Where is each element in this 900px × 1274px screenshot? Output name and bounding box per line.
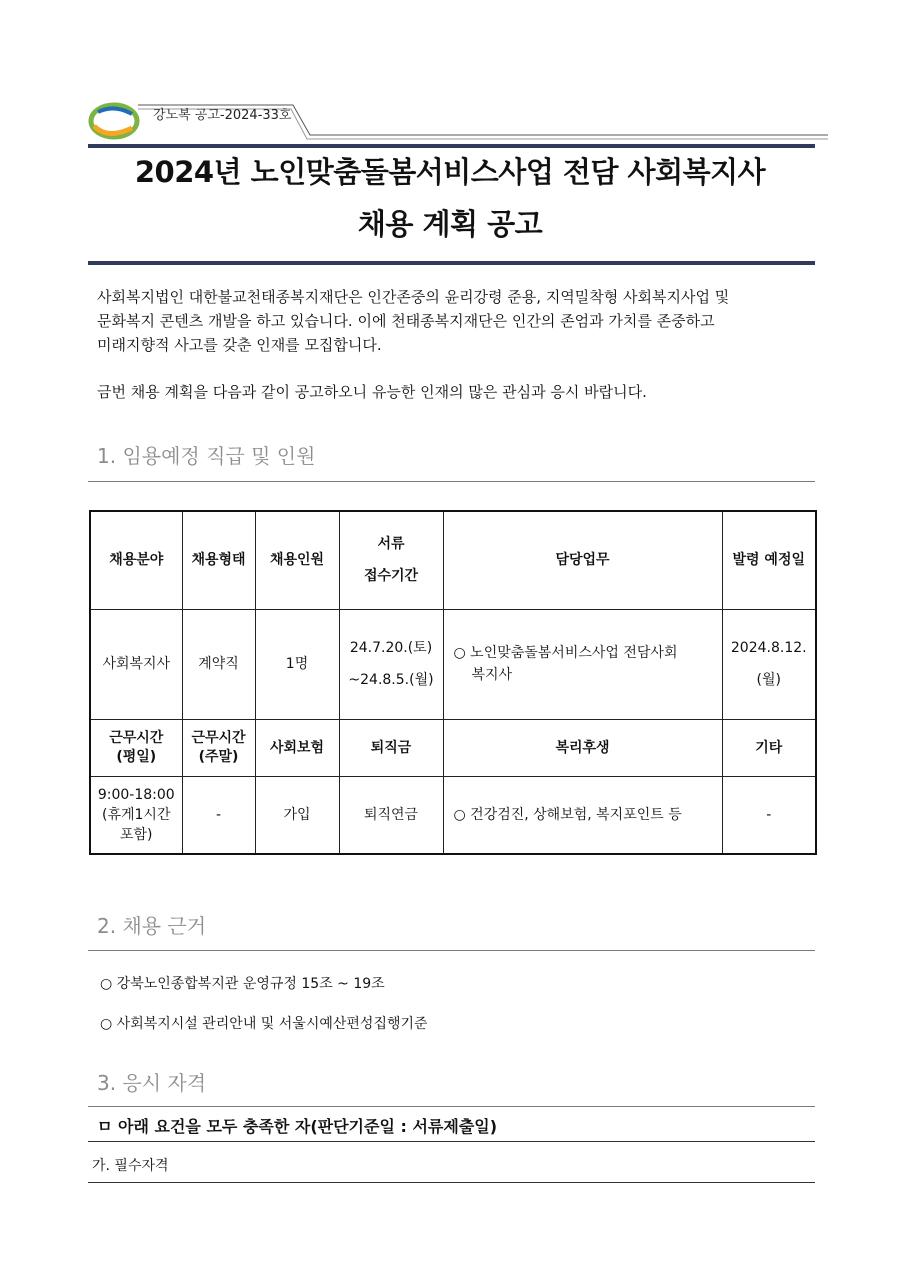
cell-etc: - bbox=[722, 776, 816, 854]
header-appoint: 발령 예정일 bbox=[722, 511, 816, 609]
header-weekday-line2: (평일) bbox=[116, 748, 157, 765]
header-insurance: 사회보험 bbox=[255, 719, 339, 776]
header-type: 채용형태 bbox=[182, 511, 255, 609]
page-title-line2: 채용 계획 공고 bbox=[357, 207, 543, 241]
section2-heading: 2. 채용 근거 bbox=[97, 914, 207, 938]
header-count: 채용인원 bbox=[255, 511, 339, 609]
header-period-line1: 서류 bbox=[377, 536, 405, 553]
cell-duty-line2: 복지사 bbox=[471, 667, 513, 683]
header-severance: 퇴직금 bbox=[339, 719, 443, 776]
header-weekday-hours bbox=[90, 719, 182, 776]
header-etc: 기타 bbox=[722, 719, 816, 776]
cell-type: 계약직 bbox=[182, 609, 255, 719]
title-bottom-rule bbox=[88, 261, 815, 265]
table1-data-row bbox=[90, 609, 816, 719]
intro-line-1: 사회복지법인 대한불교천태종복지재단은 인간존중의 윤리강령 준용, 지역밀착형 사회복지사업 및 bbox=[97, 288, 730, 306]
basis-item-1: ○ 강북노인종합복지관 운영규정 15조 ~ 19조 bbox=[100, 976, 385, 992]
header-weekend-hours bbox=[182, 719, 255, 776]
cell-period-line1: 24.7.20.(토) bbox=[349, 640, 433, 656]
intro-paragraph bbox=[97, 285, 817, 357]
intro-line-2: 문화복지 콘텐츠 개발을 하고 있습니다. 이에 천태종복지재단은 인간의 존엄과 가치를 존중하고 bbox=[97, 312, 715, 330]
section3-heading: 3. 응시 자격 bbox=[97, 1071, 207, 1095]
cell-insurance: 가입 bbox=[255, 776, 339, 854]
cell-welfare: ○ 건강검진, 상해보험, 복지포인트 등 bbox=[443, 776, 722, 854]
cell-count: 1명 bbox=[255, 609, 339, 719]
cell-weekday-line1: 9:00-18:00 bbox=[97, 786, 175, 803]
section1-rule bbox=[88, 481, 815, 482]
header-duty: 담당업무 bbox=[443, 511, 722, 609]
cell-duty-line1: ○ 노인맞춤돌봄서비스사업 전담사회 bbox=[453, 645, 678, 661]
cell-appoint-line1: 2024.8.12. bbox=[730, 640, 807, 656]
section2-rule bbox=[88, 950, 815, 951]
cell-period-line2: ~24.8.5.(월) bbox=[348, 672, 434, 688]
criteria-heading: ㅁ 아래 요건을 모두 충족한 자(판단기준일 : 서류제출일) bbox=[97, 1117, 498, 1136]
intro-line-3: 미래지향적 사고를 갖춘 인재를 모집합니다. bbox=[97, 336, 382, 354]
intro-invitation: 금번 채용 계획을 다음과 같이 공고하오니 유능한 인재의 많은 관심과 응시 바랍니다. bbox=[97, 383, 647, 401]
cell-weekday-line3: 포함) bbox=[119, 826, 153, 843]
header-field: 채용분야 bbox=[90, 511, 182, 609]
header-weekend-line1: 근무시간 bbox=[191, 729, 246, 746]
cell-period bbox=[339, 609, 443, 719]
header-weekday-line1: 근무시간 bbox=[109, 729, 164, 746]
cell-duty bbox=[443, 609, 722, 719]
cell-weekday-line2: (휴게1시간 bbox=[102, 806, 171, 823]
criteria-rule bbox=[88, 1141, 815, 1142]
document-number: 강노복 공고-2024-33호 bbox=[153, 108, 292, 123]
title-top-rule bbox=[88, 144, 815, 148]
required-qualification-label: 가. 필수자격 bbox=[92, 1158, 169, 1174]
cell-severance: 퇴직연금 bbox=[339, 776, 443, 854]
cell-field: 사회복지사 bbox=[90, 609, 182, 719]
cell-weekend-hours: - bbox=[182, 776, 255, 854]
recruitment-table bbox=[89, 510, 817, 855]
table1-header-row bbox=[90, 511, 816, 609]
page-title-line1: 2024년 노인맞춤돌봄서비스사업 전담 사회복지사 bbox=[134, 155, 766, 189]
cell-weekday-hours bbox=[90, 776, 182, 854]
basis-item-2: ○ 사회복지시설 관리안내 및 서울시예산편성집행기준 bbox=[100, 1016, 428, 1032]
header-period bbox=[339, 511, 443, 609]
header-welfare: 복리후생 bbox=[443, 719, 722, 776]
header-weekend-line2: (주말) bbox=[198, 748, 239, 765]
section1-heading: 1. 임용예정 직급 및 인원 bbox=[97, 444, 316, 468]
table2-header-row bbox=[90, 719, 816, 776]
cell-appoint-line2: (월) bbox=[756, 672, 781, 688]
cell-appoint bbox=[722, 609, 816, 719]
table2-data-row bbox=[90, 776, 816, 854]
foundation-logo bbox=[88, 100, 140, 142]
section3-rule bbox=[88, 1106, 815, 1107]
bottom-rule bbox=[88, 1182, 815, 1183]
header-period-line2: 접수기간 bbox=[363, 568, 419, 585]
